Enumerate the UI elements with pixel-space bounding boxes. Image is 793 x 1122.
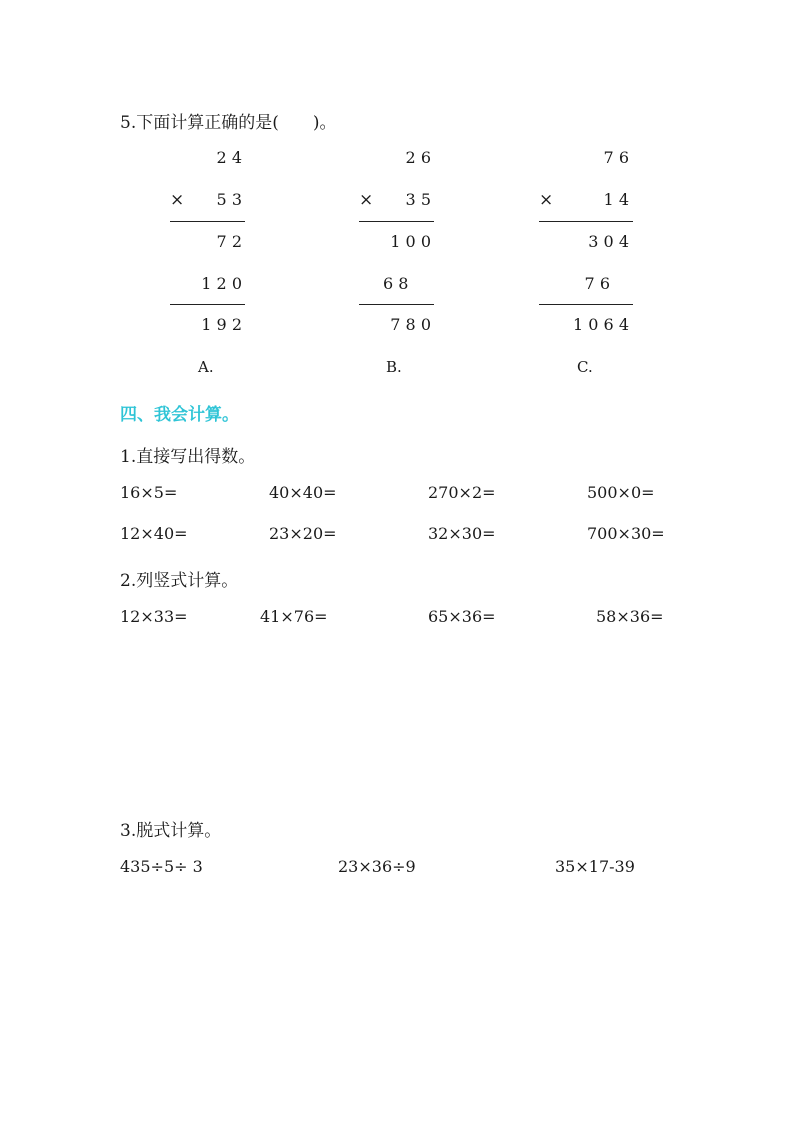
option-c-multiplicand: 7 6 bbox=[603, 148, 629, 167]
option-b-partial-2: 6 8 bbox=[383, 274, 409, 293]
part-3-title: 3.脱式计算。 bbox=[120, 821, 222, 841]
option-a-partial-1: 7 2 bbox=[216, 232, 242, 251]
step-calc-item: 35×17-39 bbox=[555, 857, 635, 876]
oral-calc-item: 500×0= bbox=[587, 483, 655, 502]
option-a-line-1 bbox=[170, 221, 245, 222]
option-a-multiplier: 5 3 bbox=[216, 190, 242, 209]
option-b-label: B. bbox=[386, 358, 402, 376]
option-c-partial-2: 7 6 bbox=[584, 274, 610, 293]
oral-calc-item: 32×30= bbox=[428, 524, 496, 543]
times-sign: × bbox=[539, 190, 554, 210]
option-b-line-2 bbox=[359, 304, 434, 305]
option-b-partial-1: 1 0 0 bbox=[390, 232, 431, 251]
option-b-line-1 bbox=[359, 221, 434, 222]
times-sign: × bbox=[359, 190, 374, 210]
part-2-title: 2.列竖式计算。 bbox=[120, 571, 239, 591]
oral-calc-item: 23×20= bbox=[269, 524, 337, 543]
vertical-calc-item: 12×33= bbox=[120, 607, 188, 626]
option-c-multiplier: 1 4 bbox=[603, 190, 629, 209]
option-a-multiplicand: 2 4 bbox=[216, 148, 242, 167]
vertical-calc-item: 58×36= bbox=[596, 607, 664, 626]
option-b-multiplicand: 2 6 bbox=[405, 148, 431, 167]
option-b-result: 7 8 0 bbox=[390, 315, 431, 334]
option-c-line-2 bbox=[539, 304, 633, 305]
oral-calc-item: 700×30= bbox=[587, 524, 665, 543]
oral-calc-item: 12×40= bbox=[120, 524, 188, 543]
oral-calc-item: 16×5= bbox=[120, 483, 178, 502]
option-c-result: 1 0 6 4 bbox=[573, 315, 629, 334]
question-5-title: 5.下面计算正确的是( )。 bbox=[120, 113, 337, 133]
oral-calc-item: 40×40= bbox=[269, 483, 337, 502]
option-a-partial-2: 1 2 0 bbox=[201, 274, 242, 293]
option-a-result: 1 9 2 bbox=[201, 315, 242, 334]
part-1-title: 1.直接写出得数。 bbox=[120, 447, 256, 467]
step-calc-item: 435÷5÷ 3 bbox=[120, 857, 203, 876]
option-a-label: A. bbox=[198, 358, 214, 376]
option-c-line-1 bbox=[539, 221, 633, 222]
option-b-multiplier: 3 5 bbox=[405, 190, 431, 209]
section-heading: 四、我会计算。 bbox=[120, 405, 239, 425]
option-c-partial-1: 3 0 4 bbox=[588, 232, 629, 251]
vertical-calc-item: 41×76= bbox=[260, 607, 328, 626]
times-sign: × bbox=[170, 190, 185, 210]
step-calc-item: 23×36÷9 bbox=[338, 857, 416, 876]
oral-calc-item: 270×2= bbox=[428, 483, 496, 502]
option-c-label: C. bbox=[577, 358, 593, 376]
option-a-line-2 bbox=[170, 304, 245, 305]
vertical-calc-item: 65×36= bbox=[428, 607, 496, 626]
